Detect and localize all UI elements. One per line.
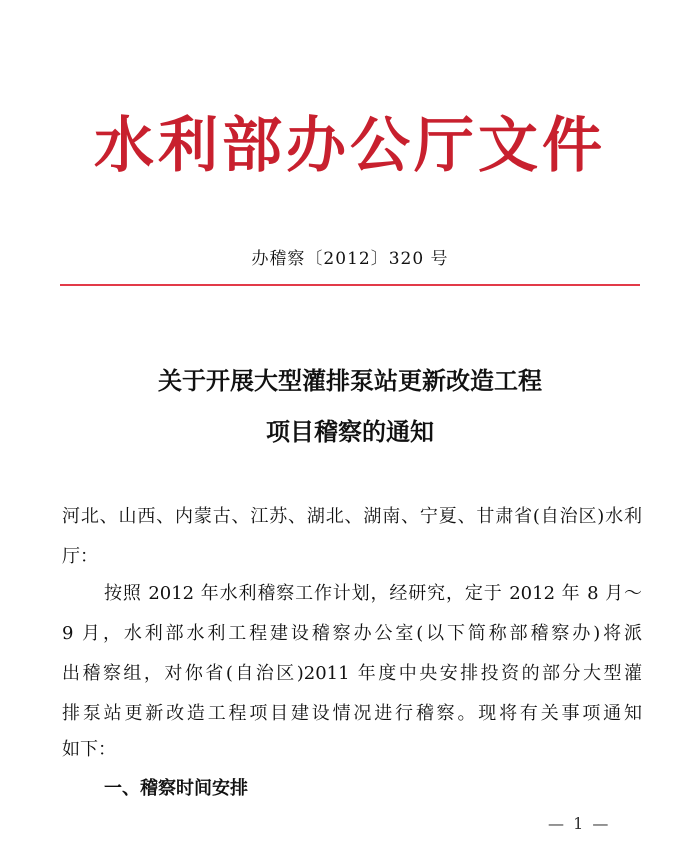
section-heading-1: 一、稽察时间安排 (104, 778, 248, 799)
paragraph-line-5: 如下： (62, 739, 116, 760)
red-separator-rule (60, 284, 640, 286)
addressee-line-2: 厅： (62, 546, 98, 567)
notice-title-line-2: 项目稽察的通知 (266, 418, 434, 446)
paragraph-line-2: 9 月，水利部水利工程建设稽察办公室(以下简称部稽察办)将派 (62, 623, 642, 644)
paragraph-line-3: 出稽察组，对你省(自治区)2011 年度中央安排投资的部分大型灌 (62, 663, 642, 684)
addressee-line-1: 河北、山西、内蒙古、江苏、湖北、湖南、宁夏、甘肃省(自治区)水利 (62, 506, 642, 527)
paragraph-line-4: 排泵站更新改造工程项目建设情况进行稽察。现将有关事项通知 (62, 703, 642, 724)
notice-title-line-1: 关于开展大型灌排泵站更新改造工程 (158, 367, 542, 395)
page-number: — 1 — (548, 814, 611, 833)
paragraph-line-1: 按照 2012 年水利稽察工作计划，经研究，定于 2012 年 8 月～ (104, 583, 642, 604)
document-masthead: 水利部办公厅文件 (94, 111, 606, 181)
document-number: 办稽察〔2012〕320 号 (251, 249, 449, 269)
